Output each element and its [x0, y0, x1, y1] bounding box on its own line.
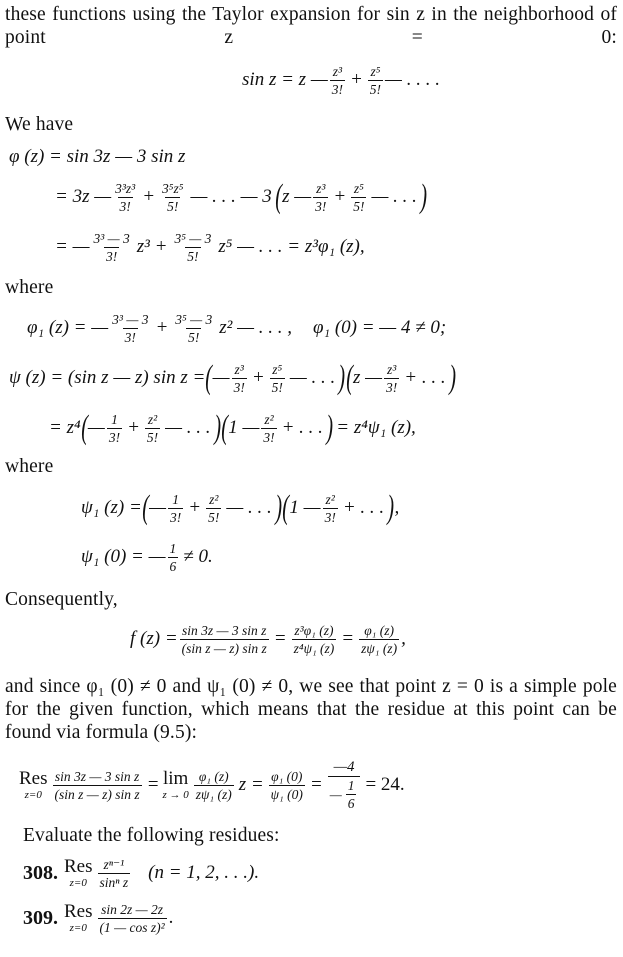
plus-sign: +	[155, 317, 169, 338]
res-operator	[64, 902, 93, 934]
frac	[351, 181, 366, 214]
equals-sign: =	[309, 774, 323, 795]
res-label: Res	[64, 856, 93, 877]
res-operator	[19, 769, 48, 801]
frac-num: 1	[111, 411, 118, 427]
frac	[328, 760, 361, 811]
frac-num: z³	[332, 63, 342, 79]
res-sub: z=0	[24, 789, 42, 801]
plus-sign: +	[251, 367, 265, 388]
plus-sign: +	[188, 497, 202, 518]
psi-t1: — . . .	[289, 367, 336, 388]
right-paren: )	[338, 359, 346, 396]
frac-num: z³	[316, 180, 326, 196]
f-line	[5, 613, 617, 665]
frac	[91, 231, 131, 264]
phi1-start: φ₁ (z) = —	[27, 317, 109, 338]
frac	[313, 181, 328, 214]
frac	[270, 362, 285, 395]
phi1-zero-condition: φ₁ (0) = — 4 ≠ 0;	[312, 317, 447, 338]
frac	[232, 362, 247, 395]
frac	[145, 412, 160, 445]
frac	[168, 541, 179, 574]
equals-sign: =	[273, 628, 287, 649]
frac	[384, 362, 399, 395]
lim-operator	[162, 769, 188, 801]
frac-den: 5!	[187, 248, 199, 264]
minus-sign: —	[87, 417, 105, 438]
frac	[346, 778, 357, 811]
intro-paragraph: these functions using the Taylor expansion for sin z in the neighborhood of point z = 0:	[5, 4, 617, 48]
frac	[194, 769, 234, 802]
where-text-1: where	[5, 277, 54, 298]
lim-sub: z → 0	[162, 789, 189, 801]
frac-num: zⁿ⁻¹	[103, 856, 125, 872]
equals-sign: =	[146, 774, 160, 795]
frac	[98, 857, 131, 890]
phi-l2-start: = 3z —	[55, 186, 112, 207]
equals-sign: =	[341, 628, 355, 649]
frac-num: sin 3z — 3 sin z	[182, 622, 267, 638]
frac-den: 3!	[108, 429, 121, 445]
frac-num: 3⁵z⁵	[162, 180, 184, 196]
psi-l2-t2: + . . .	[281, 417, 323, 438]
psi1-zero-tail: ≠ 0.	[183, 546, 213, 567]
frac-num: z³	[234, 361, 244, 377]
taylor-lhs: sin z = z —	[242, 69, 328, 90]
phi-l3-z3: z³ +	[136, 236, 168, 257]
psi1-zero-line	[5, 534, 617, 580]
frac-den: 3!	[315, 198, 327, 214]
frac-den: 5!	[353, 198, 365, 214]
res-operator	[64, 857, 93, 889]
frac-num: sin 3z — 3 sin z	[54, 768, 140, 784]
taylor-frac-2	[368, 64, 383, 97]
phi-l2-mid: — . . . — 3	[190, 186, 272, 207]
problem-309	[5, 895, 617, 941]
frac-num: sin 2z — 2z	[101, 901, 164, 917]
frac-den: 5!	[369, 81, 382, 97]
frac	[172, 231, 213, 264]
problem-309-period: .	[168, 907, 174, 928]
res-sub: z=0	[69, 877, 87, 889]
left-paren: (	[142, 489, 149, 526]
frac-num: φ₁ (z)	[198, 768, 229, 784]
frac-den: zψ₁ (z)	[195, 786, 232, 802]
lim-label: lim	[162, 768, 189, 789]
frac-den: 5!	[188, 329, 200, 345]
frac-den: 3!	[106, 248, 118, 264]
frac	[206, 492, 221, 525]
frac-num: φ₁ (z)	[364, 622, 394, 638]
phi-line-2	[5, 172, 617, 222]
frac-den: sinⁿ z	[99, 874, 129, 890]
frac-num: z³	[386, 361, 397, 377]
frac-num: z²	[209, 491, 219, 507]
psi1-zero-start: ψ₁ (0) = —	[81, 546, 166, 567]
f-comma: ,	[401, 628, 406, 649]
frac-num: z²	[264, 411, 274, 427]
minus-sign: —	[212, 367, 230, 388]
left-paren: (	[282, 489, 290, 526]
psi1-line	[5, 482, 617, 534]
plus-sign: +	[142, 186, 156, 207]
psi-start: ψ (z) = (sin z — z) sin z =	[9, 367, 206, 388]
frac-den: ψ₁ (0)	[270, 786, 303, 802]
frac-num: 3³ — 3	[93, 230, 130, 246]
frac-num: 1	[172, 491, 180, 507]
frac	[261, 412, 276, 445]
phi1-line	[5, 303, 617, 353]
frac-den: 3!	[263, 429, 275, 445]
residue-line	[5, 752, 617, 818]
phi-l3-start: = —	[55, 236, 90, 257]
frac-den: 5!	[146, 429, 159, 445]
problem-308-condition: (n = 1, 2, . . .).	[148, 862, 260, 883]
frac	[107, 412, 122, 445]
phi-line-3	[5, 222, 617, 272]
frac-den: 3!	[324, 509, 336, 525]
frac	[323, 492, 338, 525]
frac-num: —4	[333, 758, 355, 775]
we-have-text: We have	[5, 114, 74, 135]
frac	[292, 623, 337, 656]
psi-l2-tail: = z⁴ψ₁ (z),	[336, 417, 416, 438]
where-text-2: where	[5, 456, 54, 477]
frac-num: 3³ — 3	[112, 311, 149, 327]
frac-den: 5!	[167, 198, 179, 214]
frac-den: 5!	[208, 509, 220, 525]
evaluate-text: Evaluate the following residues:	[23, 825, 280, 846]
problem-number: 309.	[23, 906, 58, 929]
problem-number: 308.	[23, 861, 58, 884]
frac-num: 3⁵ — 3	[174, 230, 212, 246]
frac-num: z²	[147, 411, 158, 427]
frac-den: 3!	[124, 329, 136, 345]
frac-den: zψ₁ (z)	[361, 640, 398, 656]
frac	[110, 312, 150, 345]
frac-num: z⁵	[272, 361, 283, 377]
frac	[168, 492, 183, 525]
res-zeq: z =	[238, 774, 264, 795]
taylor-frac-1	[330, 64, 345, 97]
frac-den: 6	[347, 795, 355, 811]
explanation-paragraph: and since φ₁ (0) ≠ 0 and ψ₁ (0) ≠ 0, we see that point z = 0 is a simple pole for the given function, which means that the residue at this point can be found via formula (9.5):	[5, 676, 617, 743]
right-paren: )	[326, 409, 333, 446]
taylor-tail: — . . . .	[385, 69, 440, 90]
frac-den: 6	[169, 558, 177, 574]
left-paren: (	[205, 359, 213, 396]
left-paren: (	[80, 409, 88, 446]
left-paren: (	[221, 409, 228, 446]
left-paren: (	[275, 178, 282, 215]
res-label: Res	[64, 901, 93, 922]
right-paren: )	[275, 489, 282, 526]
psi-t2: + . . .	[404, 367, 446, 388]
psi-inner-b: z —	[352, 367, 382, 388]
frac-num: 3³z³	[115, 180, 136, 196]
psi-l2-one: 1 —	[228, 417, 260, 438]
frac-den: 3!	[331, 81, 343, 97]
psi1-t2: + . . .	[342, 497, 385, 518]
frac-den: (sin z — z) sin z	[54, 786, 140, 802]
frac-num: 1	[347, 777, 355, 793]
minus-sign: —	[149, 497, 167, 518]
res-result: = 24.	[365, 774, 405, 795]
frac-den	[328, 776, 361, 811]
frac-den: 3!	[233, 379, 245, 395]
frac-num: 1	[169, 540, 177, 556]
right-paren: )	[213, 409, 221, 446]
frac	[359, 623, 399, 656]
right-paren: )	[387, 489, 395, 526]
frac-num: z⁵	[353, 180, 364, 196]
plus-sign: +	[127, 417, 140, 438]
psi-line-2	[5, 403, 617, 453]
psi-line-1	[5, 353, 617, 403]
right-paren: )	[448, 359, 456, 396]
phi1-tail: z² — . . . ,	[219, 317, 292, 338]
psi-l2-t1: — . . .	[165, 417, 211, 438]
frac	[160, 181, 185, 214]
phi-l3-tail: z⁵ — . . . = z³φ₁ (z),	[218, 236, 365, 257]
frac-den: (1 — cos z)²	[99, 919, 165, 935]
phi-line-1	[5, 142, 617, 172]
frac	[113, 181, 137, 214]
psi1-one: 1 —	[289, 497, 321, 518]
frac-den: (sin z — z) sin z	[181, 640, 267, 656]
right-paren: )	[420, 178, 427, 215]
frac	[98, 902, 167, 935]
frac-num: 3⁵ — 3	[175, 311, 213, 327]
phi-l2-inner: z —	[282, 186, 312, 207]
frac	[173, 312, 214, 345]
psi1-start: ψ₁ (z) =	[81, 497, 142, 518]
psi1-t1: — . . .	[226, 497, 272, 518]
phi-definition: φ (z) = sin 3z — 3 sin z	[9, 146, 186, 167]
problem-308	[5, 851, 617, 895]
frac-den: 3!	[119, 198, 131, 214]
res-sub: z=0	[69, 922, 87, 934]
frac	[269, 769, 305, 802]
plus-sign: +	[333, 186, 347, 207]
psi-l2-start: = z⁴	[49, 417, 81, 438]
frac	[53, 769, 142, 802]
minus-sign: —	[329, 786, 342, 802]
phi-l2-tail: — . . .	[371, 186, 417, 207]
res-label: Res	[19, 768, 48, 789]
frac	[180, 623, 269, 656]
frac-num: z³φ₁ (z)	[294, 622, 334, 638]
frac-den: 3!	[170, 509, 182, 525]
frac-den: 3!	[386, 379, 398, 395]
f-start: f (z) =	[130, 628, 178, 649]
frac-num: φ₁ (0)	[271, 768, 303, 784]
consequently-text: Consequently,	[5, 589, 118, 610]
frac-den: 5!	[271, 379, 283, 395]
left-paren: (	[345, 359, 353, 396]
psi1-comma: ,	[394, 497, 400, 518]
frac-num: z⁵	[370, 63, 381, 79]
frac-num: z²	[325, 491, 335, 507]
frac-den: z⁴ψ₁ (z)	[293, 640, 335, 656]
plus-sign: +	[349, 69, 363, 90]
taylor-formula	[5, 55, 617, 105]
